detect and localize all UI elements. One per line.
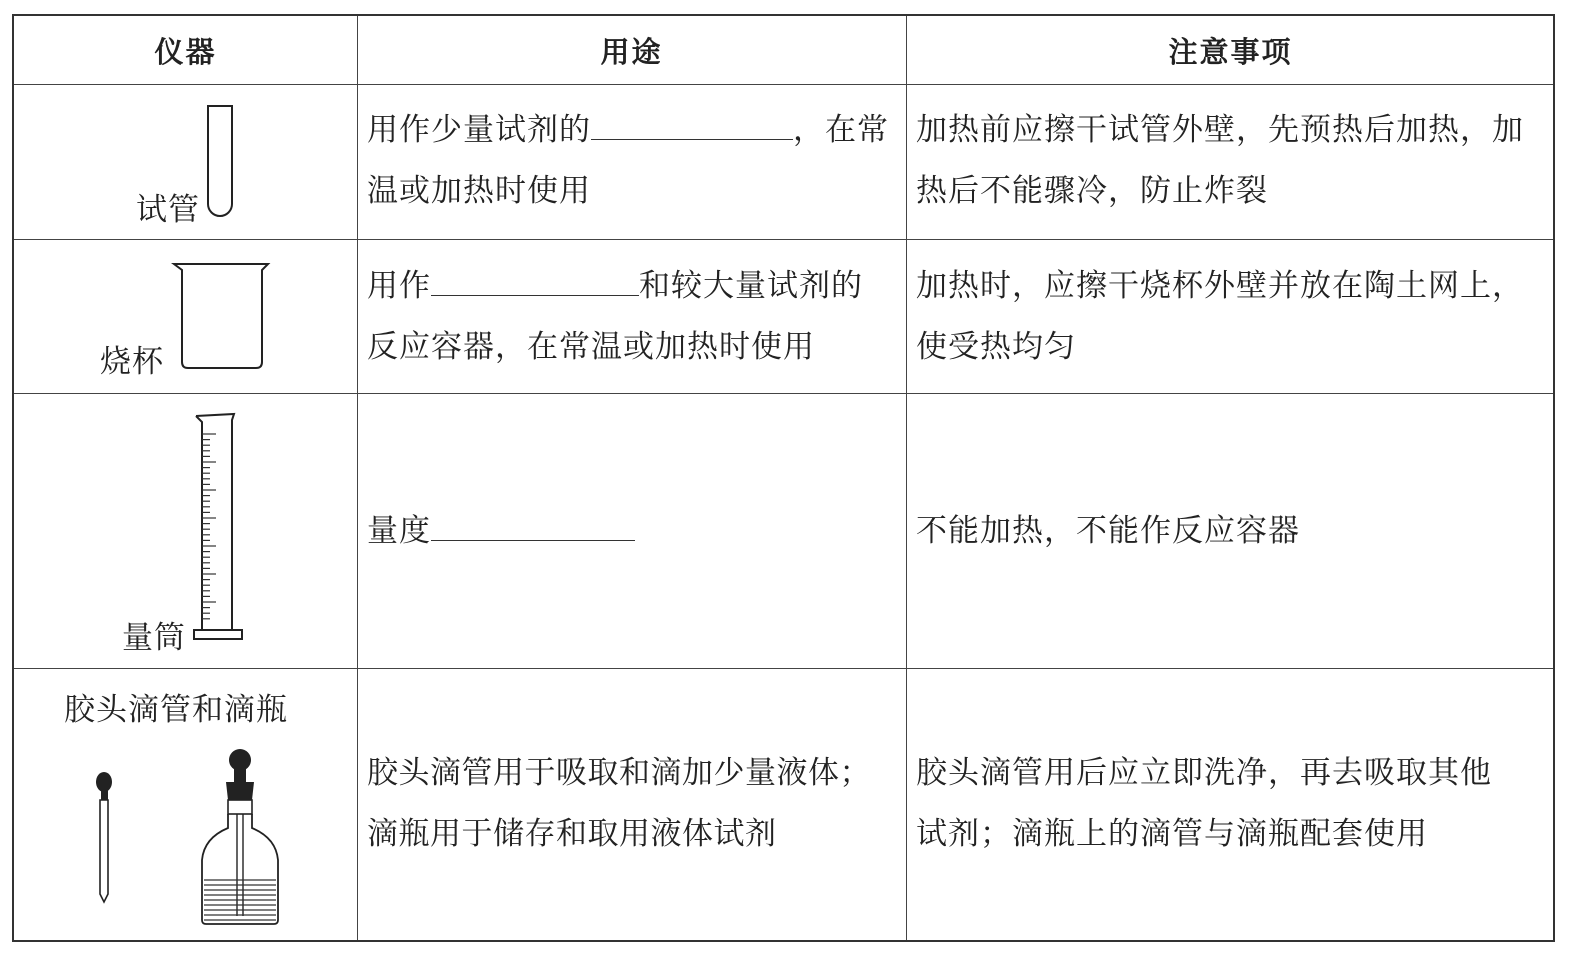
usage-text: 温或加热时使用 — [367, 173, 591, 209]
notes-text: 使受热均匀 — [916, 329, 1076, 365]
header-instrument: 仪器 — [154, 34, 217, 69]
row-divider — [14, 84, 1553, 85]
notes-text: 加热时，应擦干烧杯外壁并放在陶土网上， — [916, 268, 1524, 304]
usage-cell — [367, 256, 902, 378]
notes-cell — [916, 100, 1556, 222]
dropping-bottle-icon — [198, 748, 282, 928]
test-tube-icon — [204, 104, 244, 224]
row-divider — [14, 393, 1553, 394]
usage-text: 用作少量试剂的 — [367, 112, 591, 148]
instrument-table — [12, 14, 1555, 942]
usage-text: 滴瓶用于储存和取用液体试剂 — [367, 816, 777, 852]
usage-cell — [367, 501, 902, 562]
notes-text: 加热前应擦干试管外壁，先预热后加热，加 — [916, 112, 1524, 148]
notes-cell — [916, 256, 1556, 378]
usage-text: 反应容器，在常温或加热时使用 — [367, 329, 815, 365]
usage-text: 用作 — [367, 268, 431, 304]
dropper-icon — [94, 770, 118, 906]
usage-text: ，在常 — [793, 112, 889, 148]
instrument-label: 胶头滴管和滴瓶 — [64, 692, 288, 728]
usage-cell — [367, 100, 902, 222]
beaker-icon — [172, 262, 272, 374]
instrument-label: 试管 — [136, 192, 200, 228]
usage-text: 胶头滴管用于吸取和滴加少量液体； — [367, 755, 871, 791]
row-divider — [14, 239, 1553, 240]
column-divider — [357, 16, 358, 940]
usage-text: 量度 — [367, 513, 431, 549]
usage-cell — [367, 743, 912, 865]
notes-cell — [916, 743, 1556, 865]
notes-text: 不能加热，不能作反应容器 — [916, 513, 1300, 549]
instrument-label: 量筒 — [122, 620, 186, 656]
header-notes: 注意事项 — [1168, 34, 1293, 69]
row-divider — [14, 668, 1553, 669]
usage-text: 和较大量试剂的 — [639, 268, 863, 304]
notes-text: 热后不能骤冷，防止炸裂 — [916, 173, 1268, 209]
notes-cell — [916, 501, 1556, 562]
answer-blank — [431, 520, 635, 541]
notes-text: 试剂；滴瓶上的滴管与滴瓶配套使用 — [916, 816, 1428, 852]
instrument-label: 烧杯 — [100, 344, 164, 380]
notes-text: 胶头滴管用后应立即洗净，再去吸取其他 — [916, 755, 1492, 791]
answer-blank — [591, 119, 793, 140]
answer-blank — [431, 275, 639, 296]
header-usage: 用途 — [600, 34, 663, 69]
graduated-cylinder-icon — [190, 412, 250, 648]
